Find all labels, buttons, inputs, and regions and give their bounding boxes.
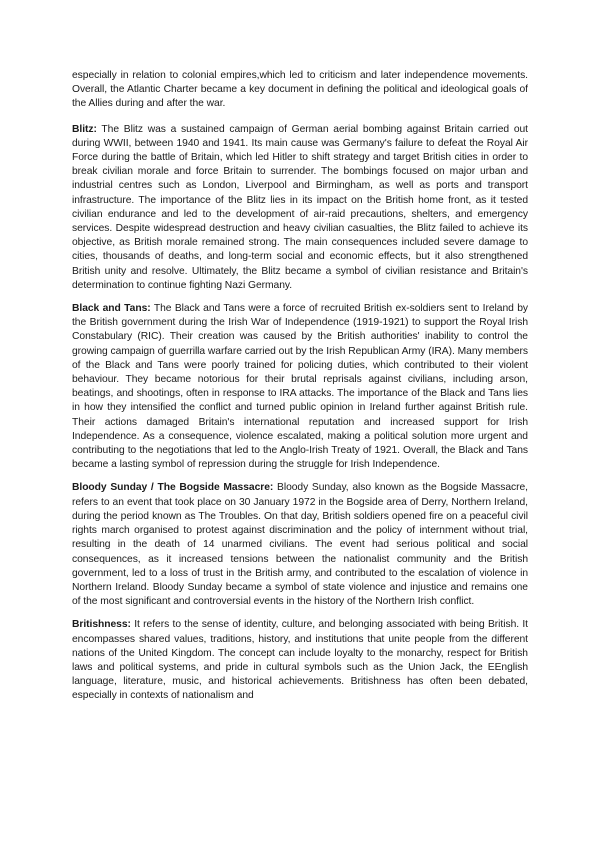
entry-definition: Bloody Sunday, also known as the Bogside Massacre, refers to an event that took place on 30 January 1972 in the Bogside area of Derry, Northern Ireland, during the period known as The Troubles. On that day, British soldiers opened fire on a peaceful civil rights march organised to protest against discrimination and the policy of internment without trial, resulting in the death of 14 unarmed civilians. The event had serious political and social consequences, as it increased tensions between the nationalist community and the British government, led to a loss of trust in the British army, and contributed to the escalation of violence in Northern Ireland. Bloody Sunday became a symbol of state violence and injustice and remains one of the most significant and controversial events in the history of the Northern Irish conflict. [72, 482, 528, 608]
entry-term: Britishness: [72, 619, 131, 631]
glossary-entry-bloody-sunday [72, 481, 528, 609]
entry-definition: It refers to the sense of identity, culture, and belonging associated with being British. It encompasses shared values, traditions, history, and institutions that unite people from the different nations of the United Kingdom. The concept can include loyalty to the monarchy, respect for British laws and political systems, and pride in cultural symbols such as the Union Jack, the EEnglish language, literature, music, and historical achievements. Britishness has often been debated, especially in contexts of nationalism and [72, 619, 528, 702]
continuation-paragraph [72, 69, 528, 112]
glossary-entry-blitz [72, 123, 528, 293]
continuation-text: especially in relation to colonial empires,which led to criticism and later independence movements. Overall, the Atlantic Charter became a key document in defining the political and ideological goals of the Allies during and after the war. [72, 70, 528, 110]
entry-definition: The Black and Tans were a force of recruited British ex-soldiers sent to Ireland by the British government during the Irish War of Independence (1919-1921) to support the Royal Irish Constabulary (RIC). Their creation was caused by the British authorities' inability to control the growing campaign of guerrilla warfare carried out by the Irish Republican Army (IRA). Many members of the Black and Tans were poorly trained for policing duties, which contributed to their violent behaviour. They became notorious for their brutal reprisals against civilians, including arson, beatings, and shootings, often in response to IRA attacks. The importance of the Black and Tans lies in how they intensified the conflict and turned public opinion in Ireland further against British rule. Their actions damaged Britain's international reputation and increased support for Irish Independence. As a consequence, violence escalated, making a political solution more urgent and contributing to the negotiations that led to the Anglo-Irish Treaty of 1921. Overall, the Black and Tans became a lasting symbol of repression during the struggle for Irish Independence. [72, 303, 528, 471]
entry-term: Black and Tans: [72, 303, 151, 315]
entry-definition: The Blitz was a sustained campaign of German aerial bombing against Britain carried out during WWII, between 1940 and 1941. Its main cause was Germany's failure to defeat the Royal Air Force during the battle of Britain, which led Hitler to shift strategy and target British cities in order to break civilian morale and force Britain to surrender. The bombings focused on major urban and industrial centres such as London, Liverpool and Birmingham, as well as ports and transport infrastructure. The importance of the Blitz lies in its impact on the British home front, as it tested civilian endurance and led to the development of air-raid precautions, shelters, and emergency services. Despite widespread destruction and heavy civilian casualties, the Blitz failed to achieve its objective, as British morale remained strong. The main consequences included severe damage to cities, thousands of deaths, and long-term social and economic effects, but it also strengthened British unity and resolve. Ultimately, the Blitz became a symbol of civilian resistance and Britain's determination to continue fighting Nazi Germany. [72, 123, 528, 291]
entry-term: Bloody Sunday / The Bogside Massacre: [72, 482, 274, 494]
glossary-entry-black-and-tans [72, 302, 528, 472]
glossary-entry-britishness [72, 618, 528, 703]
entry-term: Blitz: [72, 123, 97, 135]
